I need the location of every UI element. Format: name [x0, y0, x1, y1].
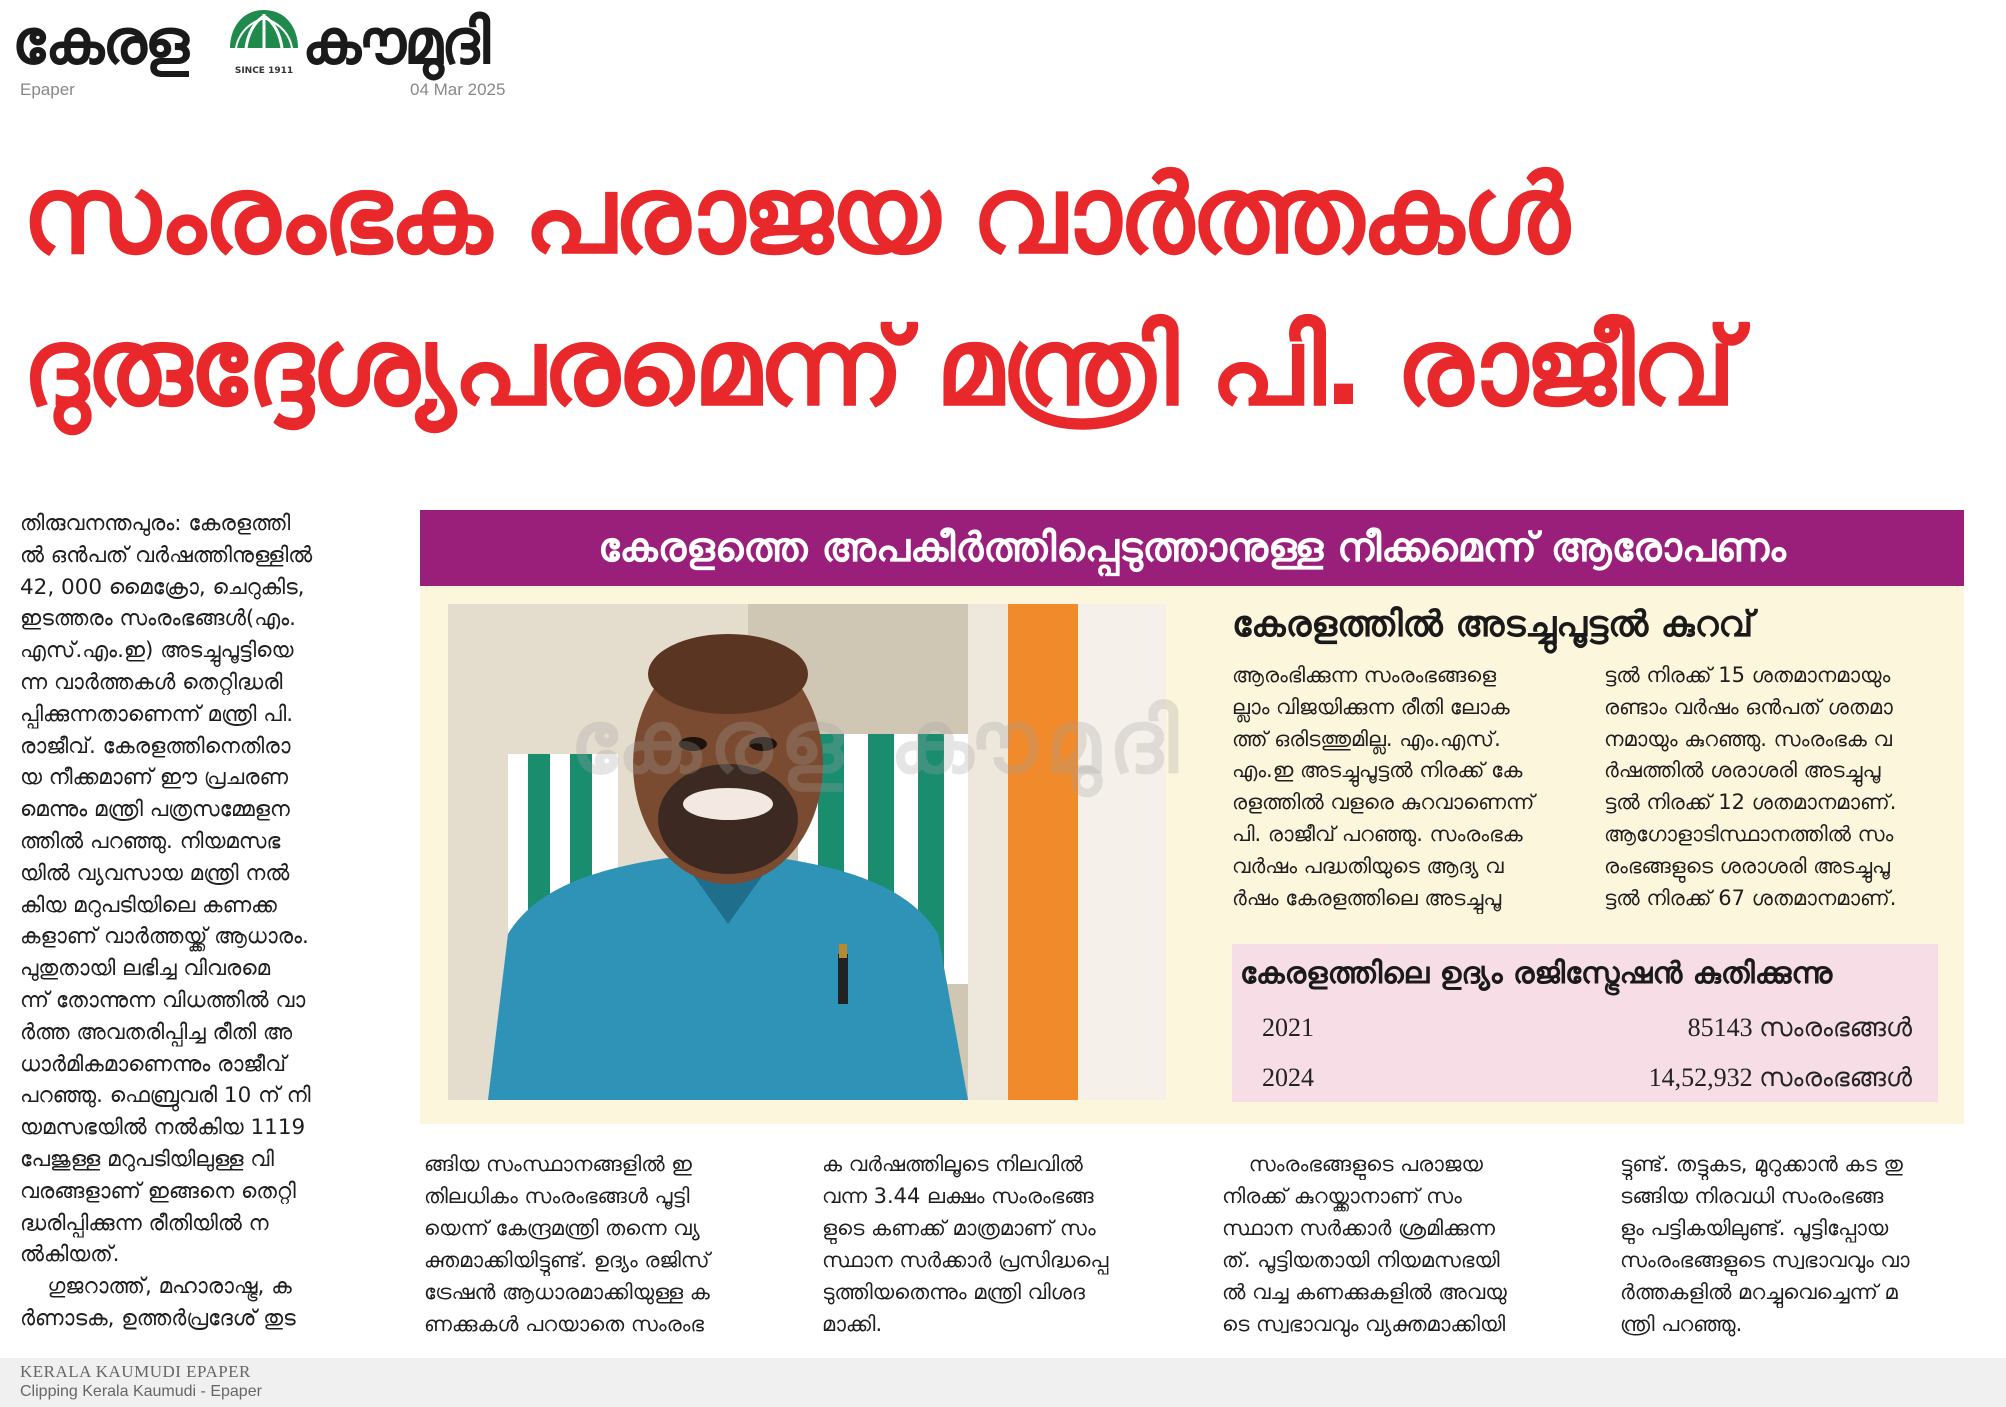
article-line: യെന്ന് കേന്ദ്രമന്ത്രി തന്നെ വ്യ — [424, 1216, 700, 1240]
box-line: എം.ഇ അടച്ചുപൂട്ടൽ നിരക്ക് കേ — [1232, 758, 1523, 783]
box-line: രണ്ടാം വർഷം ഒൻപത് ശതമാ — [1604, 694, 1893, 719]
article-line: പേജുള്ള മറുപടിയിലുള്ള വി — [20, 1146, 274, 1172]
box-line: ആരംഭിക്കുന്ന സംരംഭങ്ങളെ — [1232, 663, 1497, 687]
minister-photo — [448, 604, 1166, 1100]
box-line: ആഗോളാടിസ്ഥാനത്തിൽ സം — [1604, 821, 1894, 846]
article-line: പ്പിക്കുന്നതാണെന്ന് മന്ത്രി പി. — [20, 701, 294, 727]
box-line: ട്ടൽ നിരക്ക് 67 ശതമാനമാണ്. — [1604, 885, 1897, 910]
article-line: മാക്കി. — [822, 1312, 883, 1336]
bottom-column-4 — [1620, 1148, 1990, 1340]
footer-clipping-credit: Clipping Kerala Kaumudi - Epaper — [20, 1383, 262, 1400]
masthead-name-left: കേരള — [12, 5, 187, 78]
footer-publisher: KERALA KAUMUDI EPAPER — [20, 1362, 251, 1381]
article-line: ങ്ങിയ സംസ്ഥാനങ്ങളിൽ ഇ — [424, 1152, 692, 1176]
box-line: ർഷം കേരളത്തിലെ അടച്ചുപൂ — [1232, 885, 1502, 910]
article-line: മെന്നും മന്ത്രി പത്രസമ്മേളന — [20, 797, 290, 823]
article-line: ർത്തകളിൽ മറച്ചുവെച്ചെന്ന് മ — [1620, 1280, 1898, 1304]
footer — [0, 1358, 2006, 1407]
bottom-column-2 — [822, 1148, 1192, 1340]
article-line: ടങ്ങിയ നിരവധി സംരംഭങ്ങ — [1620, 1184, 1884, 1208]
box-line: ത്ത് ഒരിടത്തുമില്ല. എം.എസ്. — [1232, 726, 1501, 751]
article-line: ണക്കുകൾ പറയാതെ സംരംഭ — [424, 1312, 704, 1336]
article-line: ഗുജറാത്ത്, മഹാരാഷ്ട്ര, ക — [20, 1274, 292, 1300]
box-line: രംഭങ്ങളുടെ ശരാശരി അടച്ചുപൂ — [1604, 853, 1890, 878]
article-line: സ്ഥാന സർക്കാർ ശ്രമിക്കുന്ന — [1222, 1216, 1496, 1240]
stat-year: 2021 — [1262, 1013, 1314, 1042]
article-line: നിരക്ക് കുറയ്ക്കാനാണ് സം — [1222, 1184, 1462, 1208]
article-line: കളാണ് വാർത്തയ്ക്ക് ആധാരം. — [20, 924, 309, 950]
box-line: ല്ലാം വിജയിക്കുന്ന രീതി ലോക — [1232, 694, 1510, 719]
article-line: ട്രേഷൻ ആധാരമാക്കിയുള്ള ക — [424, 1280, 710, 1304]
article-line: ളും പട്ടികയിലുണ്ട്. പൂട്ടിപ്പോയ — [1620, 1216, 1889, 1240]
box-column-2 — [1604, 660, 1944, 914]
edition-label: Epaper — [20, 80, 75, 99]
article-line: ൽകിയത്. — [20, 1242, 120, 1268]
article-line: പുതുതായി ലഭിച്ച വിവരമെ — [20, 956, 271, 982]
article-line: തിലധികം സംരംഭങ്ങൾ പൂട്ടി — [424, 1184, 690, 1208]
box-line: ട്ടൽ നിരക്ക് 12 ശതമാനമാണ്. — [1604, 790, 1897, 815]
masthead-name-right: കൗമുദി — [302, 5, 489, 78]
stats-title: കേരളത്തിലെ ഉദ്യം രജിസ്ട്രേഷൻ കുതിക്കുന്നു — [1240, 956, 1833, 991]
stat-row — [1262, 1056, 1912, 1100]
masthead-since: SINCE 1911 — [234, 66, 294, 76]
article-line: ത്തിൽ പറഞ്ഞു. നിയമസഭ — [20, 828, 281, 854]
box-line: നമായും കുറഞ്ഞു. സംരംഭക വ — [1604, 726, 1892, 751]
box-line: വർഷം പദ്ധതിയുടെ ആദ്യ വ — [1232, 853, 1504, 878]
article-line: ദ്ധരിപ്പിക്കുന്ന രീതിയിൽ ന — [20, 1210, 269, 1236]
box-line: പി. രാജീവ് പറഞ്ഞു. സംരംഭക — [1232, 821, 1523, 846]
left-article-column — [20, 508, 370, 1335]
headline-line-1: സംരംഭക പരാജയ വാർത്തകൾ — [22, 153, 1567, 278]
box-line: രളത്തിൽ വളരെ കുറവാണെന്ന് — [1232, 790, 1535, 815]
article-line: ന്ന വാർത്തകൾ തെറ്റിദ്ധരി — [20, 669, 283, 695]
edition-date: 04 Mar 2025 — [410, 80, 506, 99]
stat-value: 14,52,932 സംരംഭങ്ങൾ — [1648, 1063, 1912, 1092]
box-column-1 — [1232, 660, 1572, 914]
stat-value: 85143 സംരംഭങ്ങൾ — [1687, 1013, 1912, 1042]
article-line: ൽ ഒൻപത് വർഷത്തിനുള്ളിൽ — [20, 542, 313, 568]
headline-line-2: ദുരുദ്ദേശ്യപരമെന്ന് മന്ത്രി പി. രാജീവ് — [22, 305, 1734, 430]
article-line: ന്ന് തോന്നുന്ന വിധത്തിൽ വാ — [20, 987, 306, 1013]
headline — [22, 140, 1982, 444]
box-subheading: കേരളത്തിൽ അടച്ചുപൂട്ടൽ കുറവ് — [1232, 604, 1754, 645]
minister-photo-illustration — [448, 604, 1166, 1100]
article-line: ളുടെ കണക്ക് മാത്രമാണ് സം — [822, 1216, 1096, 1240]
article-line: എസ്.എം.ഇ) അടച്ചുപൂട്ടിയെ — [20, 638, 294, 664]
article-line: കിയ മറുപടിയിലെ കണക്ക — [20, 892, 277, 918]
stat-year: 2024 — [1262, 1063, 1314, 1092]
article-line: ധാർമികമാണെന്നും രാജീവ് — [20, 1051, 287, 1077]
section-banner: കേരളത്തെ അപകീർത്തിപ്പെടുത്താനുള്ള നീക്കമെന്ന് ആരോപണം — [420, 510, 1964, 586]
article-line: യിൽ വ്യവസായ മന്ത്രി നൽ — [20, 860, 290, 886]
article-line: ടെ സ്വഭാവവും വ്യക്തമാക്കിയി — [1222, 1312, 1506, 1336]
box-line: ർഷത്തിൽ ശരാശരി അടച്ചുപൂ — [1604, 758, 1881, 783]
article-line: യമസഭയിൽ നൽകിയ 1119 — [20, 1115, 306, 1141]
article-line: ട്ടുണ്ട്. തട്ടുകട, മുറുക്കാൻ കട തു — [1620, 1152, 1903, 1176]
stat-row — [1262, 1006, 1912, 1050]
article-line: രാജീവ്. കേരളത്തിനെതിരാ — [20, 733, 291, 759]
article-line: ടുത്തിയതെന്നും മന്ത്രി വിശദ — [822, 1280, 1085, 1304]
article-line: യ നീക്കമാണ് ഈ പ്രചരണ — [20, 765, 289, 791]
article-line: ർത്ത അവതരിപ്പിച്ച രീതി അ — [20, 1019, 293, 1045]
bottom-column-1 — [424, 1148, 794, 1340]
article-line: 42, 000 മൈക്രോ, ചെറുകിട, — [20, 574, 305, 600]
box-line: ട്ടൽ നിരക്ക് 15 ശതമാനമായും — [1604, 663, 1891, 687]
bottom-column-3 — [1222, 1148, 1592, 1340]
article-line: സംരംഭങ്ങളുടെ പരാജയ — [1222, 1152, 1483, 1176]
article-line: ർണാടക, ഉത്തർപ്രദേശ് തുട — [20, 1305, 296, 1331]
article-line: ക്തമാക്കിയിട്ടുണ്ട്. ഉദ്യം രജിസ് — [424, 1248, 710, 1272]
photo-watermark: കേരള കൗമുദി — [570, 690, 1187, 793]
article-line: ത്. പൂട്ടിയതായി നിയമസഭയി — [1222, 1248, 1500, 1272]
article-line: ക വർഷത്തിലൂടെ നിലവിൽ — [822, 1152, 1083, 1176]
article-line: പറഞ്ഞു. ഫെബ്രുവരി 10 ന് നി — [20, 1083, 311, 1109]
article-line: ഇടത്തരം സംരംഭങ്ങൾ(എം. — [20, 606, 296, 632]
article-line: സ്ഥാന സർക്കാർ പ്രസിദ്ധപ്പെ — [822, 1248, 1109, 1272]
article-line: സംരംഭങ്ങളുടെ സ്വഭാവവും വാ — [1620, 1248, 1910, 1272]
article-line: ൽ വച്ച കണക്കുകളിൽ അവയു — [1222, 1280, 1507, 1304]
article-line: വരങ്ങളാണ് ഇങ്ങനെ തെറ്റി — [20, 1178, 296, 1204]
article-line: ന്ത്രി പറഞ്ഞു. — [1620, 1312, 1743, 1336]
article-line: തിരുവനന്തപുരം: കേരളത്തി — [20, 511, 291, 536]
article-line: വന്ന 3.44 ലക്ഷം സംരംഭങ്ങ — [822, 1184, 1094, 1208]
